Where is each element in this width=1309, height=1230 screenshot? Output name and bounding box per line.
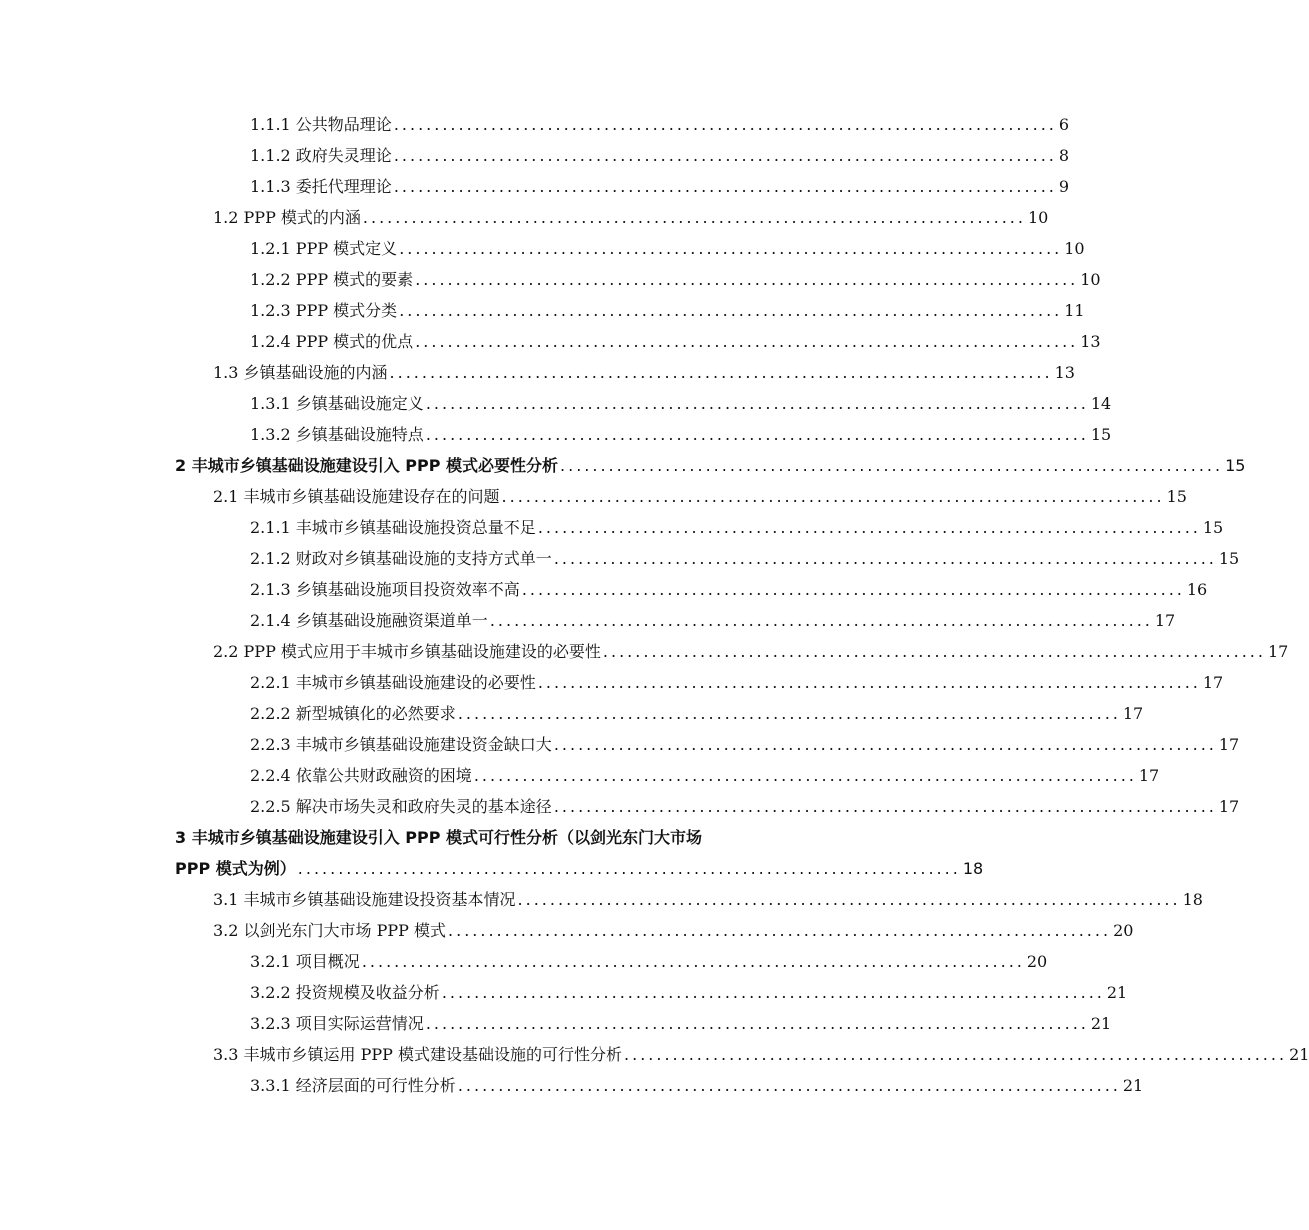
- toc-page-number: 21: [1090, 1014, 1112, 1033]
- table-of-contents: [0, 109, 1309, 1101]
- toc-leader-dots: ..................................................................................: [361, 952, 1025, 971]
- toc-entry-title: 3.2.2 投资规模及收益分析: [250, 983, 440, 1002]
- toc-entry: [0, 946, 1048, 977]
- toc-entry: [0, 915, 1134, 946]
- toc-page-number: 15: [1166, 487, 1187, 506]
- toc-page-number: 13: [1054, 363, 1075, 382]
- toc-chapter-entry-continued: [0, 853, 984, 884]
- toc-page-number: 14: [1090, 394, 1112, 413]
- toc-entry-title: 2.1 丰城市乡镇基础设施建设存在的问题: [213, 487, 500, 506]
- toc-leader-dots: ..................................................................................: [624, 1045, 1288, 1064]
- toc-entry-title: 2.2.1 丰城市乡镇基础设施建设的必要性: [250, 673, 536, 692]
- toc-entry: [0, 1070, 1144, 1101]
- toc-page-number: 11: [1064, 301, 1085, 320]
- toc-page-number: 15: [1225, 456, 1246, 475]
- toc-page-number: 9: [1058, 177, 1070, 196]
- toc-page-number: 15: [1218, 549, 1240, 568]
- toc-entry: [0, 636, 1289, 667]
- toc-entry-title: 2.1.4 乡镇基础设施融资渠道单一: [250, 611, 488, 630]
- toc-leader-dots: ..................................................................................: [393, 115, 1057, 134]
- toc-entry-title: 1.2 PPP 模式的内涵: [213, 208, 361, 227]
- toc-page-number: 10: [1064, 239, 1085, 258]
- toc-entry: [0, 667, 1224, 698]
- toc-leader-dots: ..................................................................................: [448, 921, 1112, 940]
- toc-entry: [0, 264, 1101, 295]
- toc-entry-title: 3.3 丰城市乡镇运用 PPP 模式建设基础设施的可行性分析: [213, 1045, 623, 1064]
- toc-entry-title: 3 丰城市乡镇基础设施建设引入 PPP 模式可行性分析（以剑光东门大市场: [175, 828, 703, 847]
- toc-leader-dots: ..................................................................................: [425, 425, 1089, 444]
- toc-page-number: 17: [1267, 642, 1289, 661]
- toc-entry-title: 2.1.2 财政对乡镇基础设施的支持方式单一: [250, 549, 552, 568]
- toc-leader-dots: ..................................................................................: [425, 1014, 1089, 1033]
- toc-page-number: 18: [1182, 890, 1203, 909]
- toc-entry: [0, 202, 1049, 233]
- toc-leader-dots: ..................................................................................: [553, 735, 1217, 754]
- toc-page-number: 18: [962, 859, 984, 878]
- toc-page-number: 6: [1058, 115, 1070, 134]
- toc-entry-title: 1.1.1 公共物品理论: [250, 115, 392, 134]
- toc-leader-dots: ..................................................................................: [297, 859, 961, 878]
- toc-entry: [0, 729, 1240, 760]
- toc-entry: [0, 698, 1144, 729]
- toc-entry: [0, 171, 1070, 202]
- toc-page-number: 17: [1154, 611, 1176, 630]
- toc-leader-dots: ..................................................................................: [560, 456, 1224, 475]
- toc-leader-dots: ..................................................................................: [537, 518, 1201, 537]
- toc-page-number: 16: [1186, 580, 1208, 599]
- toc-entry-title: 1.2.3 PPP 模式分类: [250, 301, 398, 320]
- toc-page-number: 8: [1058, 146, 1070, 165]
- toc-entry: [0, 140, 1070, 171]
- toc-entry-title: 1.2.4 PPP 模式的优点: [250, 332, 414, 351]
- toc-page-number: 17: [1218, 797, 1240, 816]
- toc-entry-title: 2.2.2 新型城镇化的必然要求: [250, 704, 456, 723]
- toc-entry-title: 3.1 丰城市乡镇基础设施建设投资基本情况: [213, 890, 516, 909]
- toc-leader-dots: ..................................................................................: [553, 797, 1217, 816]
- toc-page-number: 15: [1090, 425, 1112, 444]
- toc-page-number: 17: [1122, 704, 1144, 723]
- toc-entry: [0, 295, 1085, 326]
- toc-entry: [0, 543, 1240, 574]
- toc-leader-dots: ..................................................................................: [389, 363, 1053, 382]
- toc-entry: [0, 512, 1224, 543]
- toc-entry: [0, 481, 1187, 512]
- toc-leader-dots: ..................................................................................: [473, 766, 1137, 785]
- toc-entry: [0, 605, 1176, 636]
- toc-leader-dots: ..................................................................................: [399, 239, 1063, 258]
- toc-entry: [0, 388, 1112, 419]
- toc-entry-title: 1.3 乡镇基础设施的内涵: [213, 363, 388, 382]
- toc-page-number: 15: [1202, 518, 1224, 537]
- toc-leader-dots: ..................................................................................: [415, 332, 1079, 351]
- toc-entry-title: 1.3.1 乡镇基础设施定义: [250, 394, 424, 413]
- toc-entry-title: 2.1.3 乡镇基础设施项目投资效率不高: [250, 580, 520, 599]
- toc-leader-dots: ..................................................................................: [602, 642, 1266, 661]
- toc-leader-dots: ..................................................................................: [517, 890, 1181, 909]
- toc-entry: [0, 977, 1128, 1008]
- toc-page-number: 21: [1106, 983, 1128, 1002]
- toc-chapter-entry: [0, 822, 788, 853]
- toc-entry: [0, 1039, 1309, 1070]
- toc-leader-dots: ..................................................................................: [362, 208, 1026, 227]
- toc-entry-title: 1.2.2 PPP 模式的要素: [250, 270, 414, 289]
- toc-entry-title: 1.1.2 政府失灵理论: [250, 146, 392, 165]
- toc-entry: [0, 326, 1101, 357]
- toc-entry-title: 3.3.1 经济层面的可行性分析: [250, 1076, 456, 1095]
- toc-leader-dots: ..................................................................................: [501, 487, 1165, 506]
- toc-entry-title: PPP 模式为例）: [175, 859, 296, 878]
- toc-chapter-entry: [0, 450, 1246, 481]
- toc-leader-dots: ..................................................................................: [393, 146, 1057, 165]
- toc-page-number: 13: [1080, 332, 1101, 351]
- toc-leader-dots: ..................................................................................: [457, 704, 1121, 723]
- toc-entry: [0, 419, 1112, 450]
- toc-entry-title: 3.2.3 项目实际运营情况: [250, 1014, 424, 1033]
- toc-leader-dots: ..................................................................................: [553, 549, 1217, 568]
- toc-entry-title: 2.1.1 丰城市乡镇基础设施投资总量不足: [250, 518, 536, 537]
- toc-page-number: 10: [1080, 270, 1101, 289]
- toc-leader-dots: ..................................................................................: [399, 301, 1063, 320]
- toc-page-number: 17: [1202, 673, 1224, 692]
- toc-entry: [0, 884, 1203, 915]
- toc-entry: [0, 574, 1208, 605]
- toc-entry-title: 3.2.1 项目概况: [250, 952, 360, 971]
- toc-entry-title: 2.2.5 解决市场失灵和政府失灵的基本途径: [250, 797, 552, 816]
- toc-leader-dots: ..................................................................................: [425, 394, 1089, 413]
- toc-leader-dots: ..................................................................................: [537, 673, 1201, 692]
- toc-leader-dots: ..................................................................................: [393, 177, 1057, 196]
- toc-page-number: 20: [1026, 952, 1048, 971]
- toc-entry: [0, 791, 1240, 822]
- toc-page-number: 21: [1122, 1076, 1144, 1095]
- toc-entry-title: 1.2.1 PPP 模式定义: [250, 239, 398, 258]
- toc-page-number: 17: [1218, 735, 1240, 754]
- toc-entry: [0, 1008, 1112, 1039]
- toc-entry-title: 2.2.4 依靠公共财政融资的困境: [250, 766, 472, 785]
- toc-leader-dots: ..................................................................................: [457, 1076, 1121, 1095]
- toc-entry-title: 3.2 以剑光东门大市场 PPP 模式: [213, 921, 447, 940]
- toc-entry: [0, 760, 1160, 791]
- toc-entry-title: 2.2 PPP 模式应用于丰城市乡镇基础设施建设的必要性: [213, 642, 601, 661]
- toc-entry-title: 2.2.3 丰城市乡镇基础设施建设资金缺口大: [250, 735, 552, 754]
- toc-leader-dots: ..................................................................................: [489, 611, 1153, 630]
- toc-entry-title: 1.1.3 委托代理理论: [250, 177, 392, 196]
- toc-entry-title: 1.3.2 乡镇基础设施特点: [250, 425, 424, 444]
- toc-entry-title: 2 丰城市乡镇基础设施建设引入 PPP 模式必要性分析: [175, 456, 559, 475]
- toc-leader-dots: ..................................................................................: [441, 983, 1105, 1002]
- toc-entry: [0, 357, 1075, 388]
- toc-page-number: 20: [1113, 921, 1134, 940]
- toc-entry: [0, 109, 1070, 140]
- toc-leader-dots: ..................................................................................: [521, 580, 1185, 599]
- toc-leader-dots: ..................................................................................: [415, 270, 1079, 289]
- toc-page-number: 17: [1138, 766, 1160, 785]
- toc-page-number: 10: [1027, 208, 1049, 227]
- toc-page-number: 21: [1289, 1045, 1309, 1064]
- toc-entry: [0, 233, 1085, 264]
